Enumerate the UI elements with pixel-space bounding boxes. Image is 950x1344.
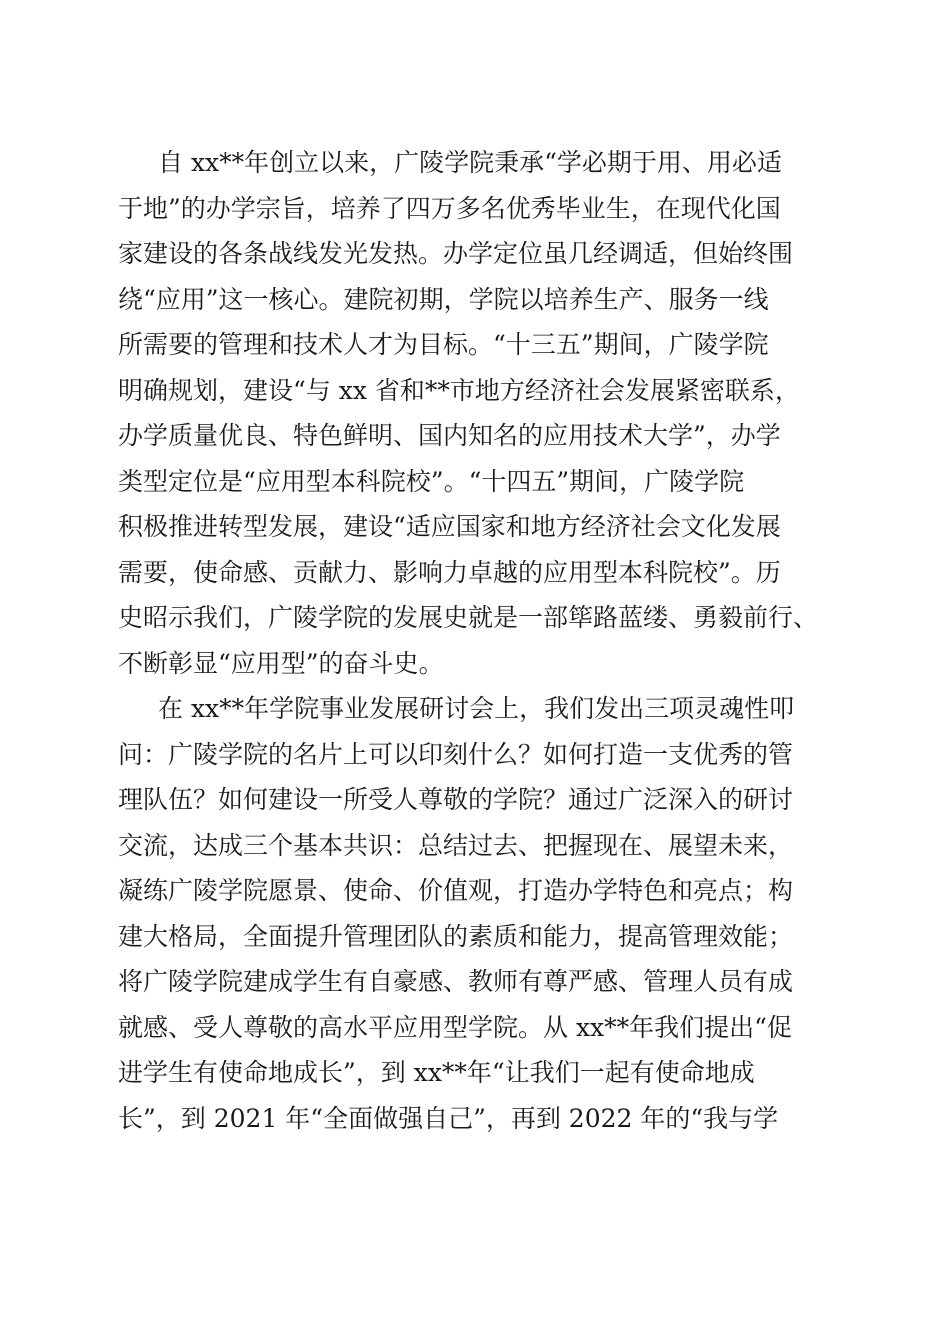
text-line: 建大格局，全面提升管理团队的素质和能力，提高管理效能； [118,921,794,951]
text-line: 所需要的管理和技术人才为目标。“十三五”期间，广陵学院 [118,330,769,359]
text-line: 需要，使命感、贡献力、影响力卓越的应用型本科院校”。历 [118,557,781,587]
text-line: 不断彰显“应用型”的奋斗史。 [118,648,444,678]
text-line: 于地”的办学宗旨，培养了四万多名优秀毕业生，在现代化国 [118,193,781,223]
text-line: 积极推进转型发展，建设“适应国家和地方经济社会文化发展 [118,512,781,541]
text-line: 交流，达成三个基本共识：总结过去、把握现在、展望未来， [118,830,794,860]
text-line: 进学生有使命地成长”，到 xx**年“让我们一起有使命地成 [118,1058,755,1087]
paragraph-symposium [118,686,838,1141]
text-line: 凝练广陵学院愿景、使命、价值观，打造办学特色和亮点；构 [118,876,794,905]
text-line: 就感、受人尊敬的高水平应用型学院。从 xx**年我们提出“促 [118,1012,792,1042]
text-line: 史昭示我们，广陵学院的发展史就是一部筚路蓝缕、勇毅前行、 [118,603,819,632]
text-line: 家建设的各条战线发光发热。办学定位虽几经调适，但始终围 [118,239,794,268]
text-line: 办学质量优良、特色鲜明、国内知名的应用技术大学”，办学 [118,421,781,450]
text-line: 绕“应用”这一核心。建院初期，学院以培养生产、服务一线 [118,284,769,314]
body-text [118,140,838,1141]
text-line: 在 xx**年学院事业发展研讨会上，我们发出三项灵魂性叩 [158,694,795,723]
text-line: 自 xx**年创立以来，广陵学院秉承“学必期于用、用必适 [158,148,782,177]
text-line: 问：广陵学院的名片上可以印刻什么？如何打造一支优秀的管 [118,739,794,769]
text-line: 类型定位是“应用型本科院校”。“十四五”期间，广陵学院 [118,466,745,496]
text-line: 明确规划，建设“与 xx 省和**市地方经济社会发展紧密联系， [118,375,800,405]
text-line: 将广陵学院建成学生有自豪感、教师有尊严感、管理人员有成 [118,967,794,996]
text-line: 长”，到 2021 年“全面做强自己”，再到 2022 年的“我与学 [118,1103,779,1133]
text-line: 理队伍？如何建设一所受人尊敬的学院？通过广泛深入的研讨 [118,785,794,814]
paragraph-history [118,140,838,686]
